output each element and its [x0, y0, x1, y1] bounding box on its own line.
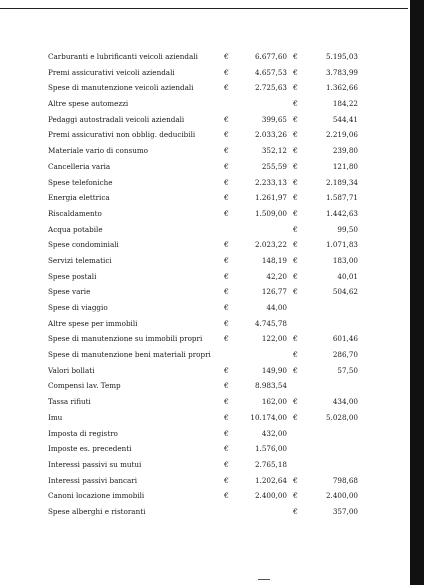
- table-row: [0, 237, 425, 253]
- amount-previous: 5.195,03: [325, 52, 358, 61]
- expense-label: Riscaldamento: [48, 208, 102, 218]
- amount-current: 2.233,13: [254, 177, 287, 187]
- amount-previous: 40,01: [337, 271, 358, 281]
- expense-label: Altre spese automezzi: [48, 99, 129, 109]
- expense-table: [0, 49, 425, 520]
- table-row: [0, 253, 425, 269]
- table-row: [0, 426, 425, 442]
- expense-label: Altre spese per immobili: [48, 318, 138, 328]
- currency-symbol: €: [224, 240, 229, 250]
- currency-symbol: €: [293, 350, 298, 360]
- table-row: [0, 284, 425, 300]
- currency-symbol: €: [293, 412, 298, 422]
- amount-current: 8.983,54: [254, 381, 287, 391]
- amount-current: 4.745,78: [254, 318, 287, 328]
- amount-previous: 3.783,99: [325, 67, 358, 77]
- amount-current: 6.677,60: [254, 52, 287, 61]
- table-row: [0, 49, 425, 65]
- amount-current: 42,20: [266, 271, 287, 281]
- currency-symbol: €: [293, 397, 298, 407]
- table-row: [0, 269, 425, 285]
- currency-symbol: €: [224, 287, 229, 297]
- currency-symbol: €: [293, 475, 298, 485]
- table-row: [0, 190, 425, 206]
- amount-previous: 1.071,83: [325, 240, 358, 250]
- amount-previous: 798,68: [332, 475, 358, 485]
- table-row: [0, 159, 425, 175]
- currency-symbol: €: [293, 365, 298, 375]
- currency-symbol: €: [224, 52, 229, 61]
- currency-symbol: €: [293, 506, 298, 516]
- amount-current: 1.509,00: [254, 208, 287, 218]
- table-row: [0, 378, 425, 394]
- currency-symbol: €: [224, 381, 229, 391]
- table-row: [0, 175, 425, 191]
- amount-previous: 544,41: [332, 114, 358, 124]
- table-row: [0, 316, 425, 332]
- table-row: [0, 504, 425, 520]
- currency-symbol: €: [293, 130, 298, 140]
- currency-symbol: €: [224, 146, 229, 156]
- amount-previous: 121,80: [332, 161, 358, 171]
- expense-label: Spese postali: [48, 271, 97, 281]
- amount-previous: 1.362,66: [325, 83, 358, 93]
- amount-previous: 2.219,06: [325, 130, 358, 140]
- expense-label: Interessi passivi su mutui: [48, 459, 142, 469]
- table-row: [0, 394, 425, 410]
- expense-label: Premi assicurativi veicoli aziendali: [48, 67, 175, 77]
- table-row: [0, 65, 425, 81]
- currency-symbol: €: [224, 130, 229, 140]
- currency-symbol: €: [224, 318, 229, 328]
- table-row: [0, 410, 425, 426]
- currency-symbol: €: [293, 99, 298, 109]
- amount-previous: 57,50: [337, 365, 358, 375]
- amount-current: 1.202,64: [254, 475, 287, 485]
- amount-current: 4.657,53: [254, 67, 287, 77]
- currency-symbol: €: [224, 83, 229, 93]
- expense-label: Imposta di registro: [48, 428, 118, 438]
- amount-previous: 5.028,00: [325, 412, 358, 422]
- currency-symbol: €: [293, 334, 298, 344]
- amount-previous: 183,00: [332, 255, 358, 265]
- table-row: [0, 347, 425, 363]
- expense-label: Spese condominiali: [48, 240, 119, 250]
- table-row: [0, 331, 425, 347]
- currency-symbol: €: [293, 271, 298, 281]
- currency-symbol: €: [224, 397, 229, 407]
- expense-label: Spese di viaggio: [48, 303, 108, 312]
- currency-symbol: €: [224, 459, 229, 469]
- table-row: [0, 473, 425, 489]
- amount-previous: 601,46: [332, 334, 358, 344]
- currency-symbol: €: [293, 52, 298, 61]
- amount-previous: 434,00: [332, 397, 358, 407]
- expense-label: Spese di manutenzione veicoli aziendali: [48, 83, 194, 93]
- expense-label: Compensi lav. Temp: [48, 381, 121, 391]
- table-row: [0, 222, 425, 238]
- amount-previous: 99,50: [337, 224, 358, 234]
- amount-previous: 2.189,34: [325, 177, 358, 187]
- currency-symbol: €: [293, 287, 298, 297]
- amount-current: 1.261,97: [254, 193, 287, 203]
- amount-current: 122,00: [261, 334, 287, 344]
- amount-current: 162,00: [261, 397, 287, 407]
- currency-symbol: €: [224, 208, 229, 218]
- expense-label: Carburanti e lubrificanti veicoli aziendali: [48, 52, 198, 61]
- expense-label: Spese di manutenzione beni materiali propri: [48, 350, 211, 360]
- expense-label: Energia elettrica: [48, 193, 110, 203]
- amount-current: 126,77: [261, 287, 287, 297]
- currency-symbol: €: [224, 303, 229, 312]
- expense-label: Acqua potabile: [48, 224, 103, 234]
- currency-symbol: €: [293, 177, 298, 187]
- expense-label: Interessi passivi bancari: [48, 475, 138, 485]
- currency-symbol: €: [224, 365, 229, 375]
- expense-label: Spese alberghi e ristoranti: [48, 506, 146, 516]
- amount-current: 352,12: [261, 146, 287, 156]
- currency-symbol: €: [293, 240, 298, 250]
- currency-symbol: €: [293, 491, 298, 501]
- scan-top-edge: [0, 8, 408, 9]
- table-row: [0, 300, 425, 316]
- scan-bottom-mark: [258, 579, 270, 580]
- table-row: [0, 363, 425, 379]
- amount-current: 2.765,18: [254, 459, 287, 469]
- table-row: [0, 96, 425, 112]
- amount-current: 2.400,00: [254, 491, 287, 501]
- currency-symbol: €: [293, 208, 298, 218]
- currency-symbol: €: [224, 475, 229, 485]
- currency-symbol: €: [293, 161, 298, 171]
- currency-symbol: €: [224, 177, 229, 187]
- currency-symbol: €: [224, 255, 229, 265]
- amount-previous: 239,80: [332, 146, 358, 156]
- amount-previous: 504,62: [332, 287, 358, 297]
- currency-symbol: €: [224, 193, 229, 203]
- expense-label: Canoni locazione immobili: [48, 491, 145, 501]
- currency-symbol: €: [224, 412, 229, 422]
- currency-symbol: €: [293, 67, 298, 77]
- amount-previous: 357,00: [332, 506, 358, 516]
- amount-previous: 1.442,63: [325, 208, 358, 218]
- table-row: [0, 206, 425, 222]
- expense-label: Imu: [48, 412, 63, 422]
- expense-label: Tassa rifiuti: [48, 397, 91, 407]
- currency-symbol: €: [224, 114, 229, 124]
- currency-symbol: €: [224, 334, 229, 344]
- expense-label: Spese di manutenzione su immobili propri: [48, 334, 203, 344]
- currency-symbol: €: [224, 67, 229, 77]
- amount-current: 44,00: [266, 303, 287, 312]
- currency-symbol: €: [224, 491, 229, 501]
- currency-symbol: €: [224, 161, 229, 171]
- amount-previous: 2.400,00: [325, 491, 358, 501]
- amount-current: 2.725,63: [254, 83, 287, 93]
- expense-label: Materiale vario di consumo: [48, 146, 148, 156]
- table-row: [0, 488, 425, 504]
- currency-symbol: €: [293, 224, 298, 234]
- amount-current: 2.033,26: [254, 130, 287, 140]
- currency-symbol: €: [293, 146, 298, 156]
- currency-symbol: €: [293, 114, 298, 124]
- amount-current: 148,19: [261, 255, 287, 265]
- amount-previous: 1.587,71: [325, 193, 358, 203]
- amount-current: 2.023,22: [254, 240, 287, 250]
- table-row: [0, 80, 425, 96]
- currency-symbol: €: [293, 83, 298, 93]
- amount-current: 255,59: [261, 161, 287, 171]
- table-row: [0, 143, 425, 159]
- expense-label: Spese telefoniche: [48, 177, 113, 187]
- currency-symbol: €: [224, 444, 229, 454]
- currency-symbol: €: [224, 428, 229, 438]
- currency-symbol: €: [293, 193, 298, 203]
- amount-current: 10.174,00: [250, 412, 287, 422]
- amount-previous: 184,22: [332, 99, 358, 109]
- amount-current: 399,65: [261, 114, 287, 124]
- amount-previous: 286,70: [332, 350, 358, 360]
- table-row: [0, 112, 425, 128]
- currency-symbol: €: [293, 255, 298, 265]
- amount-current: 1.576,00: [254, 444, 287, 454]
- expense-label: Imposte es. precedenti: [48, 444, 132, 454]
- expense-label: Valori bollati: [48, 365, 95, 375]
- table-row: [0, 127, 425, 143]
- expense-label: Spese varie: [48, 287, 91, 297]
- expense-label: Premi assicurativi non obblig. deducibili: [48, 130, 196, 140]
- amount-current: 149,90: [261, 365, 287, 375]
- table-row: [0, 457, 425, 473]
- expense-label: Cancelleria varia: [48, 161, 111, 171]
- expense-label: Pedaggi autostradali veicoli aziendali: [48, 114, 185, 124]
- amount-current: 432,00: [261, 428, 287, 438]
- expense-label: Servizi telematici: [48, 255, 112, 265]
- table-row: [0, 441, 425, 457]
- currency-symbol: €: [224, 271, 229, 281]
